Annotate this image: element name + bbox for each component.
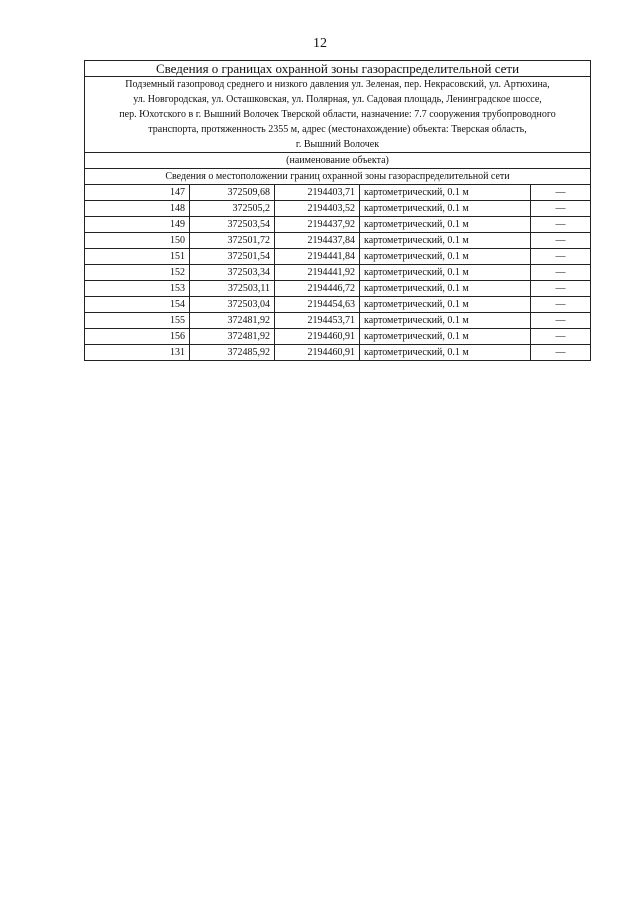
coordinate-x-cell: 372509,68 — [190, 185, 275, 201]
point-number-cell: 153 — [85, 281, 190, 297]
table-title: Сведения о границах охранной зоны газораспределительной сети — [85, 61, 591, 77]
object-description-line: Подземный газопровод среднего и низкого давления ул. Зеленая, пер. Некрасовский, ул. Артюхина, — [125, 79, 550, 90]
table-row — [85, 265, 591, 281]
table-row — [85, 185, 591, 201]
coordinate-y-cell: 2194403,71 — [275, 185, 360, 201]
dash-cell: — — [531, 185, 591, 201]
coordinate-x-cell: 372503,54 — [190, 217, 275, 233]
method-cell: картометрический, 0.1 м — [360, 201, 531, 217]
point-number-cell: 150 — [85, 233, 190, 249]
point-number-cell: 131 — [85, 345, 190, 361]
table-row — [85, 233, 591, 249]
object-caption: (наименование объекта) — [85, 153, 591, 169]
coordinate-x-cell: 372501,54 — [190, 249, 275, 265]
table-row — [85, 249, 591, 265]
method-cell: картометрический, 0.1 м — [360, 217, 531, 233]
dash-cell: — — [531, 345, 591, 361]
coordinate-y-cell: 2194460,91 — [275, 345, 360, 361]
dash-cell: — — [531, 201, 591, 217]
dash-cell: — — [531, 281, 591, 297]
method-cell: картометрический, 0.1 м — [360, 281, 531, 297]
table-row — [85, 313, 591, 329]
point-number-cell: 148 — [85, 201, 190, 217]
method-cell: картометрический, 0.1 м — [360, 313, 531, 329]
dash-cell: — — [531, 249, 591, 265]
dash-cell: — — [531, 297, 591, 313]
table-row — [85, 281, 591, 297]
object-description-line: г. Вышний Волочек — [295, 139, 380, 150]
coordinate-y-cell: 2194403,52 — [275, 201, 360, 217]
coordinate-y-cell: 2194453,71 — [275, 313, 360, 329]
table-row — [85, 297, 591, 313]
table-row — [85, 217, 591, 233]
method-cell: картометрический, 0.1 м — [360, 249, 531, 265]
point-number-cell: 152 — [85, 265, 190, 281]
object-description-line: ул. Новгородская, ул. Осташковская, ул. Полярная, ул. Садовая площадь, Ленинградское шоссе, — [133, 94, 542, 105]
point-number-cell: 154 — [85, 297, 190, 313]
coordinate-x-cell: 372481,92 — [190, 313, 275, 329]
method-cell: картометрический, 0.1 м — [360, 297, 531, 313]
page-number: 12 — [313, 36, 327, 51]
coordinate-y-cell: 2194441,92 — [275, 265, 360, 281]
coordinate-x-cell: 372481,92 — [190, 329, 275, 345]
point-number-cell: 149 — [85, 217, 190, 233]
dash-cell: — — [531, 313, 591, 329]
coordinate-x-cell: 372505,2 — [190, 201, 275, 217]
point-number-cell: 156 — [85, 329, 190, 345]
object-description-line: пер. Юхотского в г. Вышний Волочек Тверской области, назначение: 7.7 сооружения трубопроводного — [119, 109, 556, 120]
coordinate-x-cell: 372503,04 — [190, 297, 275, 313]
method-cell: картометрический, 0.1 м — [360, 233, 531, 249]
coordinate-x-cell: 372503,34 — [190, 265, 275, 281]
method-cell: картометрический, 0.1 м — [360, 185, 531, 201]
coordinate-y-cell: 2194441,84 — [275, 249, 360, 265]
point-number-cell: 155 — [85, 313, 190, 329]
dash-cell: — — [531, 233, 591, 249]
coordinate-x-cell: 372503,11 — [190, 281, 275, 297]
method-cell: картометрический, 0.1 м — [360, 265, 531, 281]
section-title: Сведения о местоположении границ охранной зоны газораспределительной сети — [85, 169, 591, 185]
dash-cell: — — [531, 329, 591, 345]
coordinate-x-cell: 372485,92 — [190, 345, 275, 361]
table-row — [85, 329, 591, 345]
coordinate-y-cell: 2194446,72 — [275, 281, 360, 297]
dash-cell: — — [531, 265, 591, 281]
coordinate-y-cell: 2194437,84 — [275, 233, 360, 249]
coordinate-x-cell: 372501,72 — [190, 233, 275, 249]
coordinate-y-cell: 2194437,92 — [275, 217, 360, 233]
table-row — [85, 201, 591, 217]
point-number-cell: 147 — [85, 185, 190, 201]
table-row — [85, 345, 591, 361]
coordinate-y-cell: 2194460,91 — [275, 329, 360, 345]
dash-cell: — — [531, 217, 591, 233]
method-cell: картометрический, 0.1 м — [360, 329, 531, 345]
boundary-table — [84, 60, 591, 361]
coordinate-y-cell: 2194454,63 — [275, 297, 360, 313]
method-cell: картометрический, 0.1 м — [360, 345, 531, 361]
object-description-line: транспорта, протяженность 2355 м, адрес (местонахождение) объекта: Тверская область, — [148, 124, 527, 135]
point-number-cell: 151 — [85, 249, 190, 265]
object-description — [85, 77, 591, 153]
